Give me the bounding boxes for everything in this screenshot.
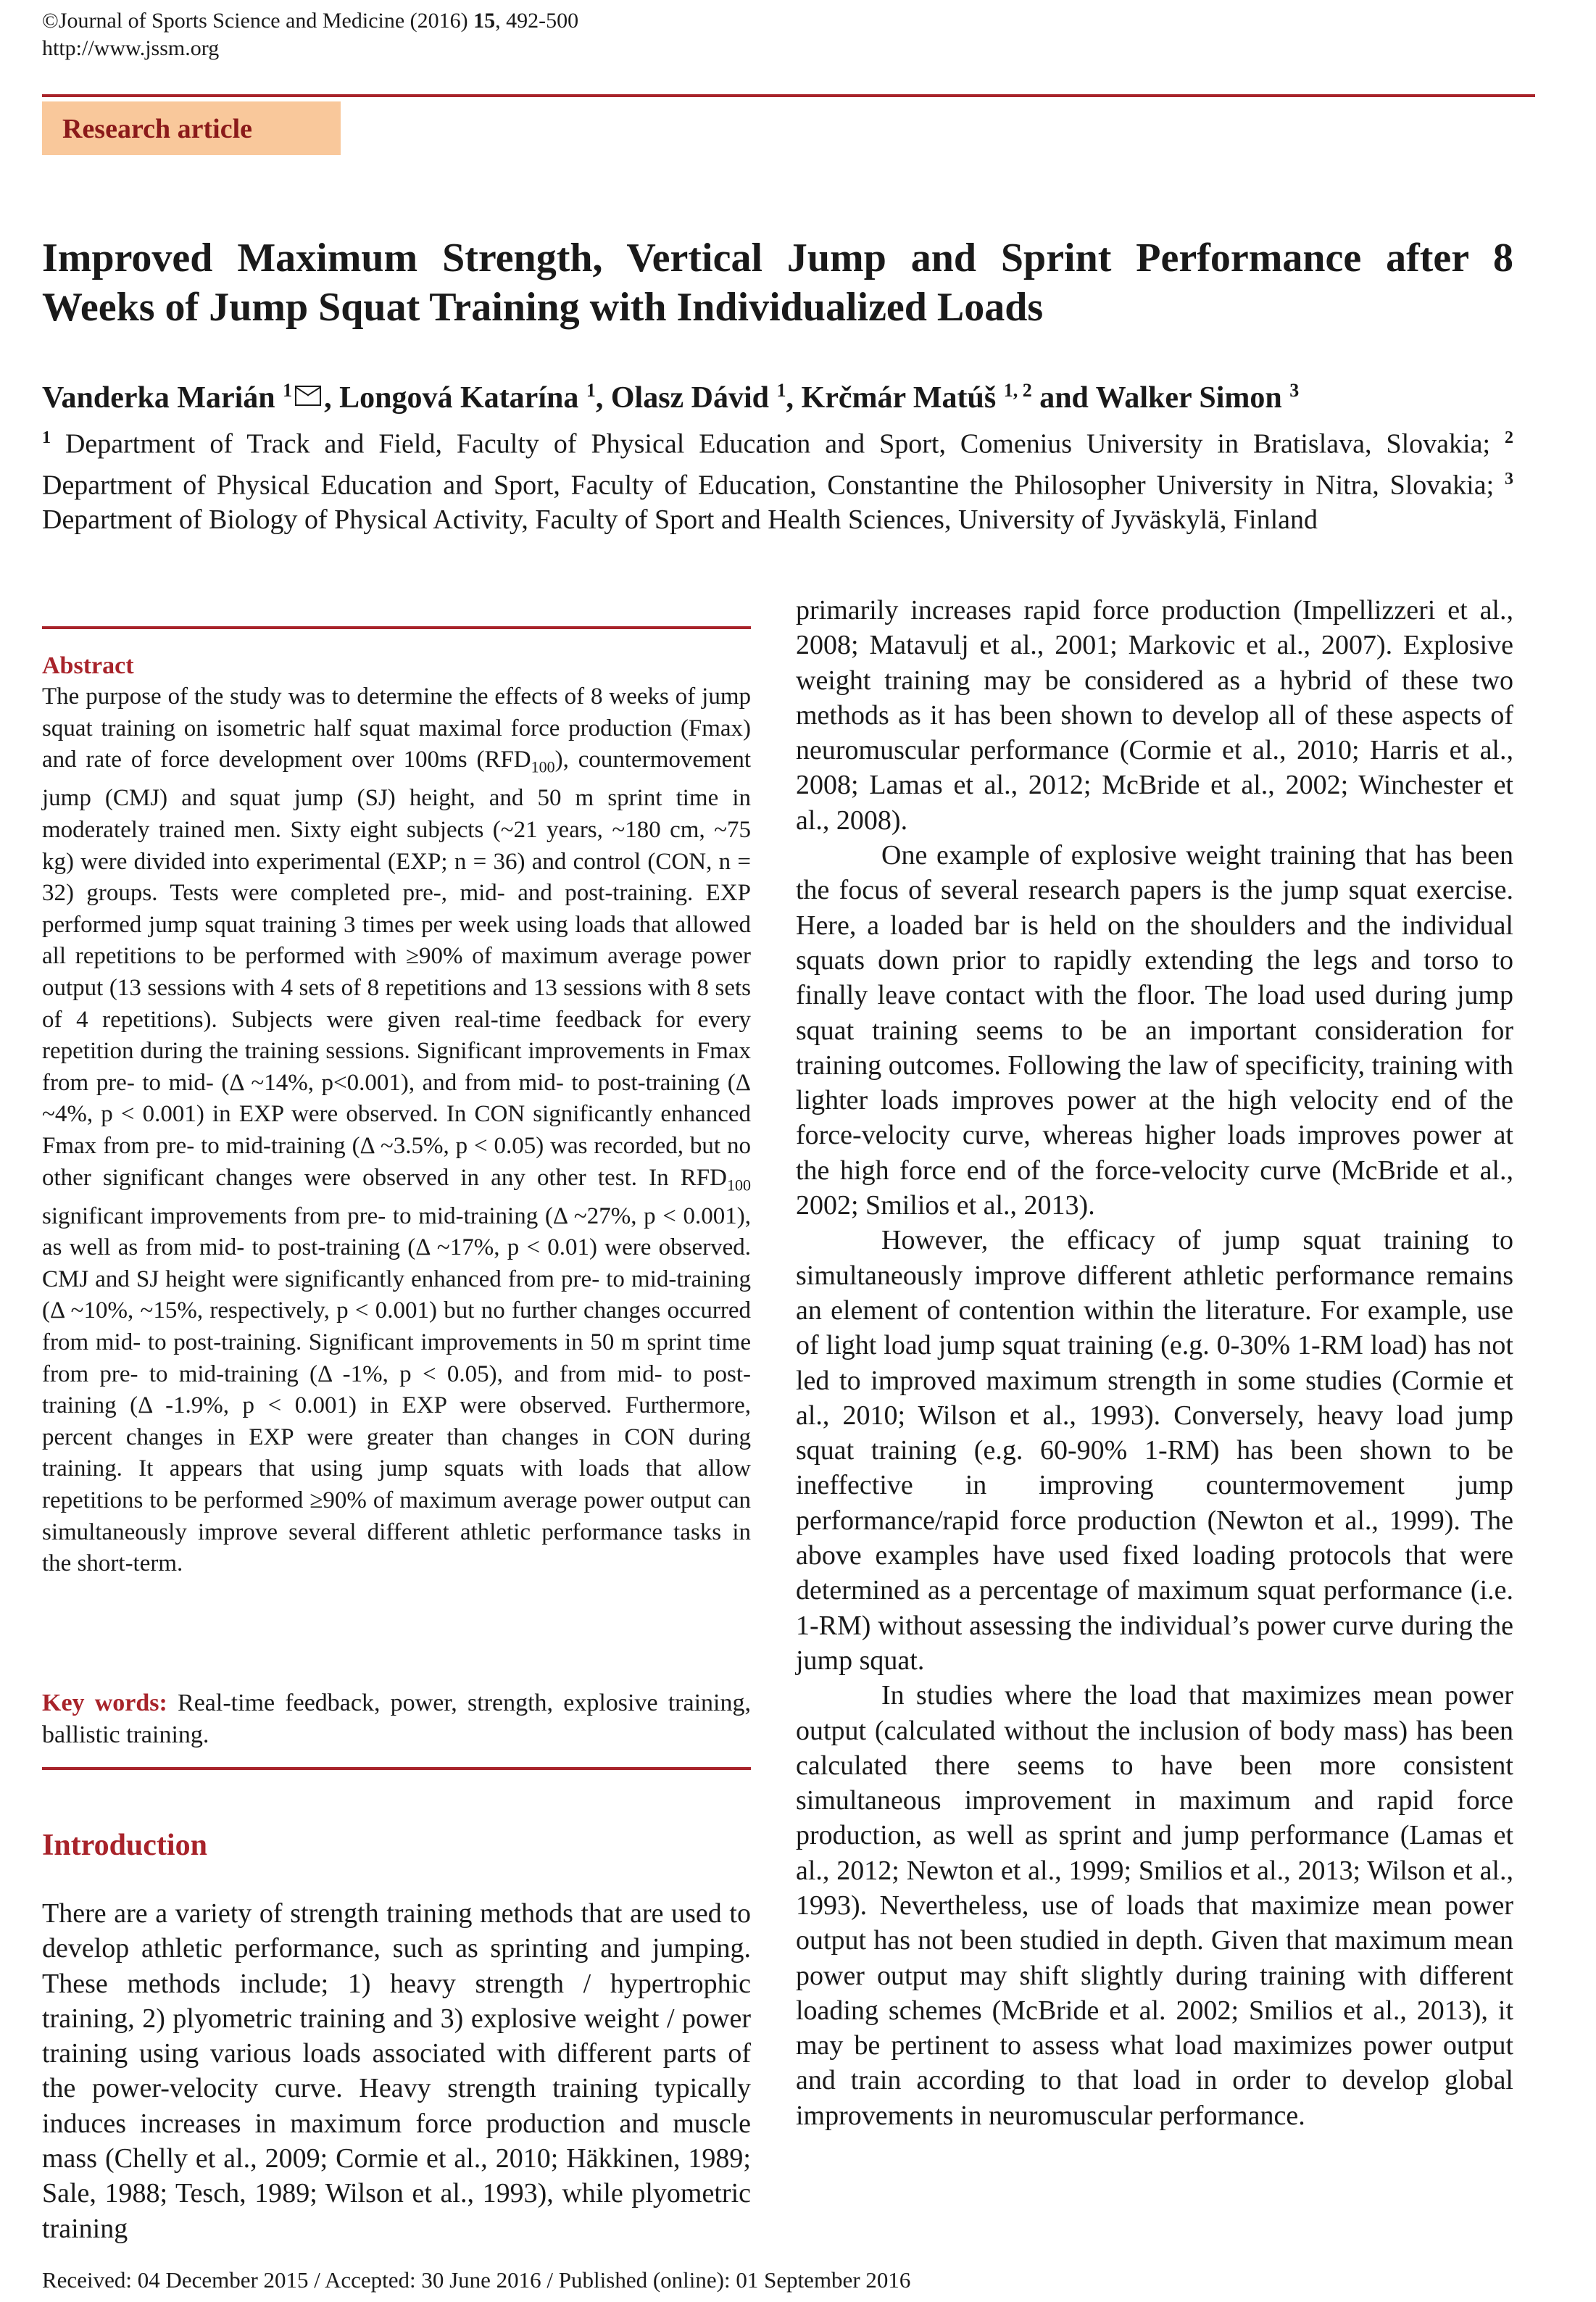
journal-url[interactable]: http://www.jssm.org [42,36,220,60]
title-line-2: Weeks of Jump Squat Training with Individualized Loads [42,285,1044,330]
affil-text: Department of Biology of Physical Activity, Faculty of Sport and Health Sciences, University of Jyväskylä, Finland [42,504,1318,536]
affil-sup: 1 [42,428,51,447]
author-affil-sup: 1 [776,380,786,401]
abstract-subscript: 100 [727,1176,751,1194]
affil-text: Department of Physical Education and Sport, Faculty of Education, Constantine the Philosopher University in Nitra, Slovakia; [42,470,1505,501]
journal-volume: 15 [473,9,496,33]
abstract-text: The purpose of the study was to determine the effects of 8 weeks of jump squat training on isometric half squat maximal force production (Fmax) and rate of force development over 100ms (RFD [42,683,751,773]
keywords-label: Key words: [42,1690,167,1716]
journal-pages: , 492-500 [495,9,579,33]
body-paragraph: However, the efficacy of jump squat training to simultaneously improve different athletic performance remains an element of contention within the literature. For example, use of light load jump squat training (e.g. 0-30% 1-RM load) has not led to improved maximum strength in some studies (Cormie et al., 2010; Wilson et al., 1993). Conversely, heavy load jump squat training (e.g. 60-90% 1-RM) has been shown to be ineffective in improving countermovement jump performance/rapid force production (Newton et al., 1999). The above examples have used fixed loading protocols that were determined as a percentage of maximum squat performance (i.e. 1-RM) without assessing the individual’s power curve during the jump squat. [796,1225,1513,1676]
received-dates-footer: Received: 04 December 2015 / Accepted: 30 June 2016 / Published (online): 01 September 2016 [42,2267,911,2293]
right-column-text [796,593,1513,2133]
article-type-label: Research article [62,114,253,144]
introduction-paragraph: There are a variety of strength training methods that are used to develop athletic performance, such as sprinting and jumping. These methods include; 1) heavy strength / hypertrophic training, 2) plyometric training and 3) explosive weight / power training using various loads associated with different parts of the power-velocity curve. Heavy strength training typically induces increases in maximum force production and muscle mass (Chelly et al., 2009; Cormie et al., 2010; Häkkinen, 1989; Sale, 1988; Tesch, 1989; Wilson et al., 1993), while plyometric training [42,1898,751,2244]
author-name: Vanderka Marián [42,381,283,415]
body-paragraph: In studies where the load that maximizes mean power output (calculated without the inclusion of body mass) has been calculated there seems to have been more consistent simultaneous improvement in maximum and rapid force production, as well as sprint and jump performance (Lamas et al., 2012; Newton et al., 1999; Smilios et al., 2013; Wilson et al., 1993). Nevertheless, use of loads that maximize mean power output has not been studied in depth. Given that maximum mean power output may shift slightly during training with different loading schemes (McBride et al. 2002; Smilios et al., 2013), it may be pertinent to assess what load maximizes power output and train according to that load in order to develop global improvements in neuromuscular performance. [796,1680,1513,2131]
title-line-1: Improved Maximum Strength, Vertical Jump and Sprint Performance after 8 [42,236,1513,281]
abstract-text: significant improvements from pre- to mid-training (Δ ~27%, p < 0.001), as well as from mid- to post-training (Δ ~17%, p < 0.01) were observed. CMJ and SJ height were significantly enhanced from pre- to mid-training (Δ ~10%, ~15%, respectively, p < 0.001) but no further changes occurred from mid- to post-training. Significant improvements in 50 m sprint time from pre- to mid-training (Δ -1%, p < 0.05), and from mid- to post-training (Δ -1.9%, p < 0.001) in EXP were observed. Furthermore, percent changes in EXP were greater than changes in CON during training. It appears that using jump squats with loads that allow repetitions to be performed ≥90% of maximum average power output can simultaneously improve several different athletic performance tasks in the short-term. [42,1202,751,1577]
keywords-text: Real-time feedback, power, strength, explosive training, ballistic training. [42,1690,751,1748]
body-paragraph: primarily increases rapid force production (Impellizzeri et al., 2008; Matavulj et al., 2001; Markovic et al., 2007). Explosive weight training may be considered as a hybrid of these two methods as it has been shown to develop all of these aspects of neuromuscular performance (Cormie et al., 2010; Harris et al., 2008; Lamas et al., 2012; McBride et al., 2002; Winchester et al., 2008). [796,595,1513,836]
keywords-bottom-rule [42,1767,751,1770]
author-affil-sup: 1 [586,380,596,401]
author-name: , Olasz Dávid [595,381,777,415]
author-name: , Longová Katarína [324,381,586,415]
affil-sup: 3 [1505,469,1513,489]
journal-citation: ©Journal of Sports Science and Medicine (2016) [42,9,474,33]
abstract-subscript: 100 [531,757,555,776]
affil-text: Department of Track and Field, Faculty of Physical Education and Sport, Comenius University in Bratislava, Slovakia; [51,428,1505,460]
affiliations [42,420,1513,537]
author-name: and Walker Simon [1031,381,1290,415]
author-affil-sup: 1 [283,380,293,401]
body-paragraph: One example of explosive weight training that has been the focus of several research papers is the jump squat exercise. Here, a loaded bar is held on the shoulders and the individual squats down prior to rapidly extending the legs and torso to finally leave contact with the floor. The load used during jump squat training seems to be an important consideration for training outcomes. Following the law of specificity, training with lighter loads improves power at the high velocity end of the force-velocity curve, whereas higher loads improves power at the high force end of the force-velocity curve (McBride et al., 2002; Smilios et al., 2013). [796,840,1513,1221]
top-rule [42,94,1535,97]
email-icon[interactable] [295,386,321,406]
author-affil-sup: 1, 2 [1003,380,1032,401]
abstract-body [42,681,751,1580]
abstract-heading: Abstract [42,652,134,679]
author-list [42,380,1299,415]
author-name: , Krčmár Matúš [786,381,1004,415]
introduction-heading: Introduction [42,1829,207,1862]
affil-sup: 2 [1505,428,1513,447]
article-title [42,233,1513,332]
abstract-text: ), countermovement jump (CMJ) and squat jump (SJ) height, and 50 m sprint time in moderately trained men. Sixty eight subjects (~21 years, ~180 cm, ~75 kg) were divided into experimental (EXP; n = 36) and control (CON, n = 32) groups. Tests were completed pre-, mid- and post-training. EXP performed jump squat training 3 times per week using loads that allowed all repetitions to be performed with ≥90% of maximum average power output (13 sessions with 4 sets of 8 repetitions and 13 sessions with 8 sets of 4 repetitions). Subjects were given real-time feedback for every repetition during the training sessions. Significant improvements in Fmax from pre- to mid- (Δ ~14%, p<0.001), and from mid- to post-training (Δ ~4%, p < 0.001) in EXP were observed. In CON significantly enhanced Fmax from pre- to mid-training (Δ ~3.5%, p < 0.05) was recorded, but no other significant changes were observed in any other test. In RFD [42,747,751,1191]
journal-header [42,7,578,62]
abstract-top-rule [42,626,751,629]
keywords [42,1687,751,1751]
author-affil-sup: 3 [1289,380,1300,401]
